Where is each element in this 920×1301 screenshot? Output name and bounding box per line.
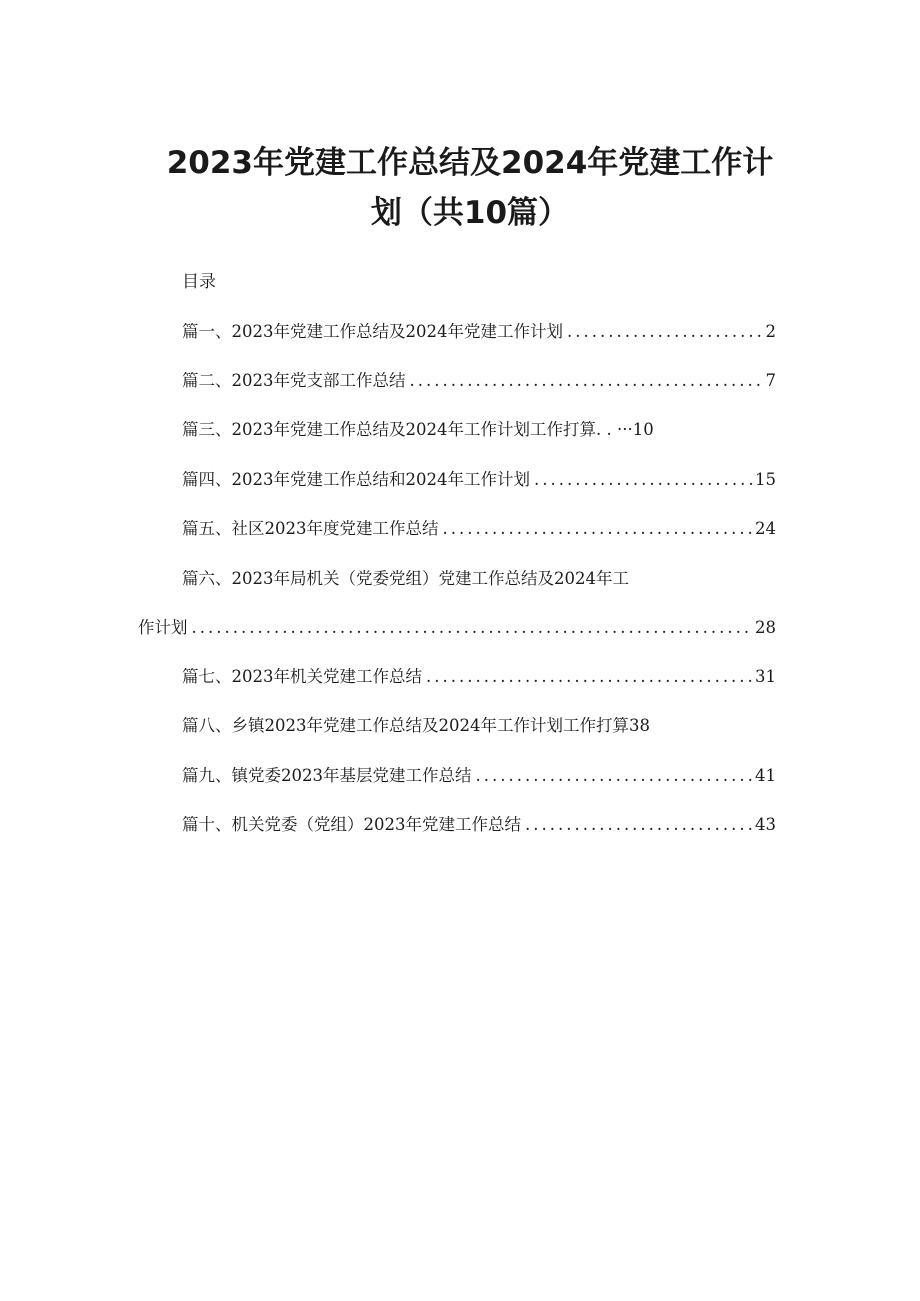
toc-entry-text: 篇六、2023年局机关（党委党组）党建工作总结及2024年工 xyxy=(182,569,629,588)
toc-entry-text: 篇七、2023年机关党建工作总结 xyxy=(182,667,422,686)
toc-entry-10[interactable] xyxy=(182,813,776,837)
toc-page-number: 41 xyxy=(755,766,776,785)
toc-leader-dots xyxy=(525,813,753,837)
toc-entry-6-continuation[interactable] xyxy=(138,616,776,640)
toc-entry-6[interactable] xyxy=(182,567,629,591)
toc-entry-8[interactable] xyxy=(182,714,650,738)
toc-entry-text: 篇四、2023年党建工作总结和2024年工作计划 xyxy=(182,470,530,489)
toc-entry-text: 篇九、镇党委2023年基层党建工作总结 xyxy=(182,766,472,785)
toc-leader-dots xyxy=(443,517,754,541)
toc-entry-5[interactable] xyxy=(182,517,776,541)
toc-entry-text: 篇三、2023年党建工作总结及2024年工作计划工作打算. . ···10 xyxy=(182,420,654,439)
document-title-line-2: 划（共10篇） xyxy=(370,195,570,231)
toc-entry-2[interactable] xyxy=(182,369,776,393)
toc-page-number: 15 xyxy=(755,470,776,489)
toc-page-number: 24 xyxy=(755,519,776,538)
document-title xyxy=(140,138,800,238)
toc-leader-dots xyxy=(192,616,754,640)
toc-page-number: 2 xyxy=(765,322,776,341)
toc-entry-text: 篇一、2023年党建工作总结及2024年党建工作计划 xyxy=(182,322,563,341)
toc-entry-text: 篇二、2023年党支部工作总结 xyxy=(182,371,406,390)
toc-heading: 目录 xyxy=(182,272,216,292)
toc-page-number: 43 xyxy=(755,815,776,834)
document-title-line-1: 2023年党建工作总结及2024年党建工作计 xyxy=(166,145,774,181)
toc-entry-9[interactable] xyxy=(182,764,776,788)
toc-page-number: 7 xyxy=(765,371,776,390)
toc-page-number: 31 xyxy=(755,667,776,686)
toc-entry-4[interactable] xyxy=(182,468,776,492)
toc-leader-dots xyxy=(534,468,753,492)
toc-entry-continuation-text: 作计划 xyxy=(138,618,188,637)
toc-entry-text: 篇十、机关党委（党组）2023年党建工作总结 xyxy=(182,815,521,834)
toc-entry-text: 篇八、乡镇2023年党建工作总结及2024年工作计划工作打算38 xyxy=(182,716,650,735)
toc-leader-dots xyxy=(410,369,764,393)
toc-leader-dots xyxy=(567,320,764,344)
toc-page-number: 28 xyxy=(755,618,776,637)
toc-entry-3[interactable] xyxy=(182,418,654,442)
toc-leader-dots xyxy=(476,764,754,788)
toc-entry-7[interactable] xyxy=(182,665,776,689)
toc-entry-text: 篇五、社区2023年度党建工作总结 xyxy=(182,519,439,538)
toc-leader-dots xyxy=(426,665,753,689)
toc-entry-1[interactable] xyxy=(182,320,776,344)
